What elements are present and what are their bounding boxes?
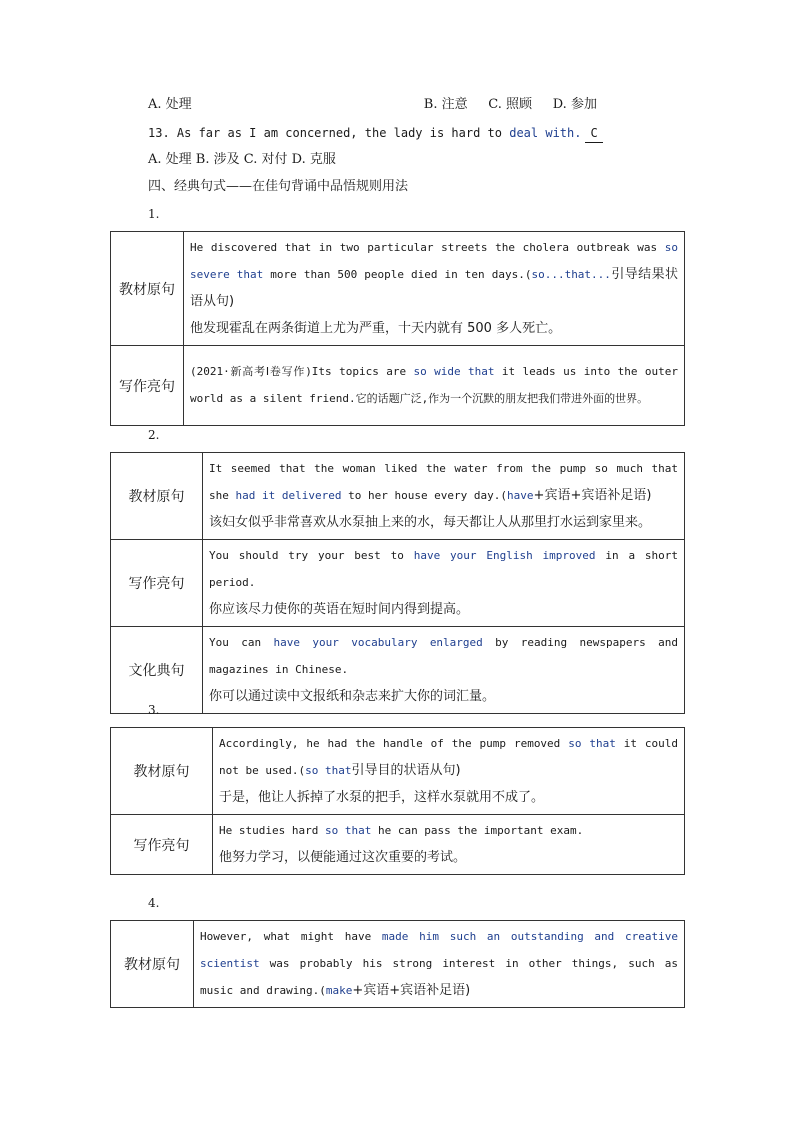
sentence-text: Accordingly, he had the handle of the pump removed [219,737,569,750]
q12-option-b: B. 注意 [423,97,468,112]
chinese-translation: 他努力学习，以便能通过这次重要的考试。 [219,850,467,865]
chinese-translation: 于是，他让人拆掉了水泵的把手，这样水泵就用不成了。 [219,790,545,805]
chinese-translation: 该妇女似乎非常喜欢从水泵抽上来的水，每天都让人从那里打水运到家里来。 [209,515,652,530]
highlight-phrase: so severe that [190,241,678,281]
table-row [111,453,685,540]
sentence-text: However, what might have [200,930,382,943]
row-content [203,453,685,540]
sentence-text: You should try your best to [209,549,414,562]
sentence-table-3 [110,727,685,875]
row-label: 教材原句 [111,453,203,540]
q13-keyword: deal with. [509,126,582,140]
row-content [184,232,685,346]
grammar-note: +宾语+宾语补足语) [533,488,652,503]
sentence-text: You can [209,636,274,649]
chinese-translation: 你可以通过读中文报纸和杂志来扩大你的词汇量。 [209,689,496,704]
highlight-phrase: so wide that [413,365,495,378]
highlight-phrase: so that [568,737,616,750]
row-label: 教材原句 [111,232,184,346]
sentence-text: he can pass the important exam. [371,824,584,837]
group-number: 4. [148,896,160,910]
q12-option-d: D. 参加 [552,97,597,112]
sentence-text: by reading newspapers and magazines in Chinese. [209,636,678,676]
sentence-text: more than 500 people died in ten days.( [263,268,532,281]
sentence-text: He discovered that in two particular streets the cholera outbreak was [190,241,665,254]
highlight-phrase: have [507,489,534,502]
highlight-phrase: so that [305,764,352,777]
row-content [213,815,685,875]
chinese-translation: 你应该尽力使你的英语在短时间内得到提高。 [209,602,470,617]
row-label: 写作亮句 [111,346,184,426]
group-number: 3. [148,703,160,717]
table-row [111,346,685,426]
grammar-note: +宾语+宾语补足语) [352,983,471,998]
highlight-phrase: have your vocabulary enlarged [273,636,483,649]
sentence-text: (2021·新高考Ⅰ卷写作)Its topics are [190,365,414,378]
q12-options [148,96,597,114]
row-content [194,921,685,1008]
q13-answer: C [585,124,602,143]
highlight-phrase: have your English improved [413,549,596,562]
table-row [111,232,685,346]
highlight-phrase: made him such an outstanding and creative scientist [200,930,678,970]
highlight-phrase: so...that... [531,268,611,281]
q13-options: A. 处理 B. 涉及 C. 对付 D. 克服 [148,152,336,167]
grammar-note: 引导目的状语从句) [351,763,461,778]
sentence-table-1 [110,231,685,426]
row-label: 文化典句 [111,627,203,714]
row-label: 写作亮句 [111,540,203,627]
q12-option-a: A. 处理 [148,97,192,112]
row-content [213,728,685,815]
chinese-translation: 他发现霍乱在两条街道上尤为严重，十天内就有 500 多人死亡。 [190,321,562,336]
sentence-text: It seemed that the woman liked the water from the pump so much that she [209,462,678,502]
table-row [111,627,685,714]
sentence-text: to her house every day.( [341,489,508,502]
table-row [111,815,685,875]
highlight-phrase: make [325,984,353,997]
highlight-phrase: had it delivered [235,489,342,502]
group-number: 1. [148,207,160,221]
highlight-phrase: so that [324,824,372,837]
group-number: 2. [148,428,160,442]
sentence-text: was probably his strong interest in other things, such as music and drawing.( [200,957,678,997]
row-content [203,627,685,714]
q12-option-c: C. 照顾 [488,97,533,112]
row-label: 教材原句 [111,921,194,1008]
sentence-table-4 [110,920,685,1008]
row-label: 教材原句 [111,728,213,815]
table-row [111,540,685,627]
q13-question [148,124,603,143]
grammar-note: 引导结果状语从句) [190,267,678,309]
sentence-text: it could not be used.( [219,737,678,777]
row-content [184,346,685,426]
q13-stem: 13. As far as I am concerned, the lady is hard to [148,126,510,140]
row-label: 写作亮句 [111,815,213,875]
table-row [111,728,685,815]
sentence-table-2 [110,452,685,714]
sentence-text: it leads us into the outer world as a silent friend.它的话题广泛,作为一个沉默的朋友把我们带进外面的世界。 [190,365,678,405]
row-content [203,540,685,627]
sentence-text: He studies hard [219,824,325,837]
sentence-text: in a short period. [209,549,679,589]
table-row [111,921,685,1008]
section-heading: 四、经典句式——在佳句背诵中品悟规则用法 [148,179,409,194]
